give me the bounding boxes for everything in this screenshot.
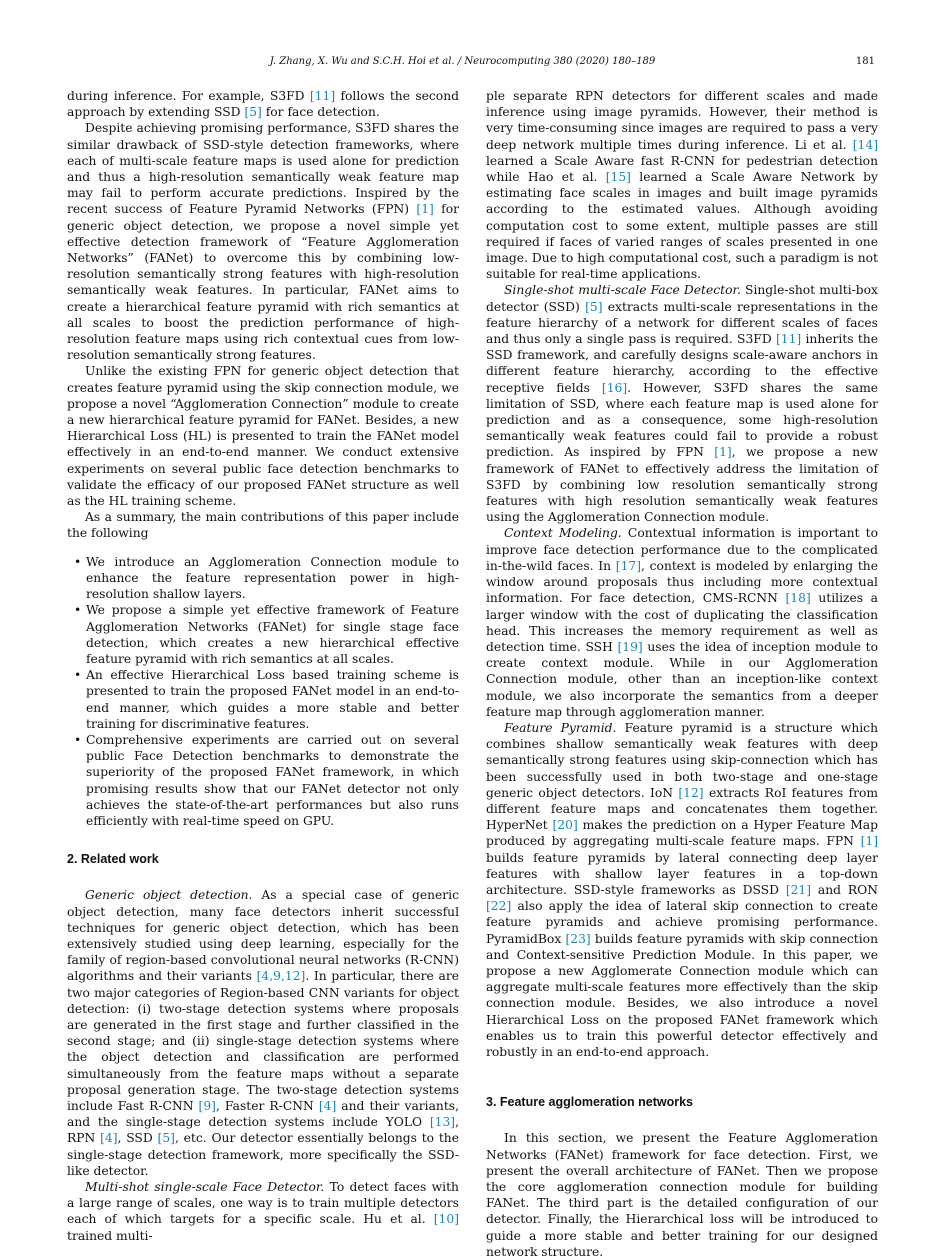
citation-link[interactable]: [9] <box>198 1098 216 1113</box>
running-header <box>0 56 925 70</box>
section-heading: 3. Feature agglomeration networks <box>486 1095 693 1110</box>
list-item: • We introduce an Agglomeration Connection module to enhance the feature representation power in high-resolution shallow layers. <box>86 554 459 603</box>
citation-link[interactable]: [21] <box>785 882 812 897</box>
citation-link[interactable]: [1] <box>860 834 878 849</box>
citation-link[interactable]: [12] <box>678 785 704 800</box>
paragraph: Context Modeling. Contextual information is important to improve face detection performance due to the complicated in-the-wild faces. In [17], context is modeled by enlarging the window around proposals thus including more contextual information. For face detection, CMS-RCNN [18] utilizes a larger window with the cost of duplicating the classification head. This increases the memory requirement as well as detection time. SSH [19] uses the idea of inception module to create context module. While in our Agglomeration Connection module, other than an inception-like context module, we also incorporate the semantics from a deeper feature map through agglomeration manner. <box>486 526 879 719</box>
contributions-list <box>67 554 459 829</box>
citation-link[interactable]: [14] <box>852 137 878 152</box>
left-column <box>67 88 459 1244</box>
list-item: • Comprehensive experiments are carried out on several public Face Detection benchmarks to demonstrate the superiority of the proposed FANet framework, in which promising results show that our FANet detector not only achieves the state-of-the-art performances but also runs efficiently with real-time speed on GPU. <box>86 732 459 829</box>
page-number: 181 <box>855 56 875 67</box>
section-heading: 2. Related work <box>67 852 159 867</box>
paragraph: Single-shot multi-scale Face Detector. Single-shot multi-box detector (SSD) [5] extracts multi-scale representations in the feature hierarchy of a network for different scales of faces and thus only a single pass is required. S3FD [11] inherits the SSD framework, and carefully designs scale-aware anchors in different feature hierarchy, according to the effective receptive fields [16]. However, S3FD shares the same limitation of SSD, where each feature map is used alone for prediction and as a consequence, some high-resolution semantically weak features could fail to provide a robust prediction. As inspired by FPN [1], we propose a new framework of FANet to effectively address the limitation of S3FD by combining low resolution semantically strong features with high resolution semantically weak features using the Agglomeration Connection module. <box>486 283 879 525</box>
list-item: • An effective Hierarchical Loss based training scheme is presented to train the proposed FANet model in an end-to-end manner, which guides a more stable and better training for discriminative features. <box>86 667 459 732</box>
citation-link[interactable]: [4] <box>100 1131 118 1146</box>
citation-link[interactable]: [23] <box>565 931 591 946</box>
citation-link[interactable]: [20] <box>552 818 578 833</box>
citation-link[interactable]: [13] <box>429 1115 456 1130</box>
paragraph: Despite achieving promising performance, S3FD shares the similar drawback of SSD-style detection frameworks, where each of multi-scale feature maps is used alone for prediction and thus a high-resolution semantically weak feature map may fail to perform accurate predictions. Inspired by the recent success of Feature Pyramid Networks (FPN) [1] for generic object detection, we propose a novel simple yet effective detection framework of “Feature Agglomeration Networks” (FANet) to overcome this by combining low-resolution semantically strong features with high-resolution semantically weak features. In particular, FANet aims to create a hierarchical feature pyramid with rich semantics at all scales to boost the prediction performance of high-resolution feature maps using rich contextual cues from low-resolution semantically strong features. <box>67 121 459 363</box>
citation-link[interactable]: [4,9,12] <box>256 969 306 984</box>
citation-link[interactable]: [5] <box>244 105 262 120</box>
right-column <box>486 88 878 1260</box>
paragraph: ple separate RPN detectors for different scales and made inference using image pyramids. However, their method is very time-consuming since images are required to pass a very deep network multiple times during inference. Li et al. [14] learned a Scale Aware fast R-CNN for pedestrian detection while Hao et al. [15] learned a Scale Aware Network by estimating face scales in images and built image pyramids according to the estimated values. Although avoiding computation cost to some extent, multiple passes are still required if faces of varied ranges of scales presented in one image. Due to high computational cost, such a paradigm is not suitable for real-time applications. <box>486 89 878 282</box>
running-title: J. Zhang, X. Wu and S.C.H. Hoi et al. / Neurocomputing 380 (2020) 180–189 <box>269 56 656 67</box>
paragraph: As a summary, the main contributions of this paper include the following <box>67 510 459 541</box>
citation-link[interactable]: [1] <box>416 202 434 217</box>
citation-link[interactable]: [17] <box>615 558 642 573</box>
paragraph: Unlike the existing FPN for generic object detection that creates feature pyramid using the skip connection module, we propose a novel “Agglomeration Connection” module to create a new hierarchical feature pyramid for FANet. Besides, a new Hierarchical Loss (HL) is presented to train the FANet model effectively in an end-to-end manner. We conduct extensive experiments on several public face detection benchmarks to validate the efficacy of our proposed FANet structure as well as the HL training scheme. <box>67 364 459 509</box>
citation-link[interactable]: [19] <box>617 639 643 654</box>
citation-link[interactable]: [15] <box>605 170 631 185</box>
citation-link[interactable]: [4] <box>318 1098 337 1113</box>
citation-link[interactable]: [1] <box>714 445 732 460</box>
citation-link[interactable]: [11] <box>775 332 802 347</box>
citation-link[interactable]: [5] <box>585 299 603 314</box>
paragraph: In this section, we present the Feature Agglomeration Networks (FANet) framework for face detection. First, we present the overall architecture of FANet. Then we propose the core agglomeration connection module for building FANet. The third part is the detailed configuration of our detector. Finally, the Hierarchical loss will be introduced to guide a more stable and better training for our designed network structure. <box>486 1131 878 1259</box>
paragraph: during inference. For example, S3FD [11] follows the second approach by extending SSD [5] for face detection. <box>67 89 459 120</box>
paragraph: Multi-shot single-scale Face Detector. To detect faces with a large range of scales, one way is to train multiple detectors each of which targets for a specific scale. Hu et al. [10] trained multi- <box>67 1180 459 1243</box>
citation-link[interactable]: [16] <box>601 380 628 395</box>
list-item: • We propose a simple yet effective framework of Feature Agglomeration Networks (FANet) for single stage face detection, which creates a new hierarchical effective feature pyramid with rich semantics at all scales. <box>86 602 459 667</box>
paragraph: Feature Pyramid. Feature pyramid is a structure which combines shallow semantically weak features with deep semantically strong features using skip-connection which has been successfully used in both two-stage and one-stage generic object detectors. IoN [12] extracts RoI features from different feature maps and concatenates them together. HyperNet [20] makes the prediction on a Hyper Feature Map produced by aggregating multi-scale feature maps. FPN [1] builds feature pyramids by lateral connecting deep layer features with shallow layer features in a top-down architecture. SSD-style frameworks as DSSD [21] and RON [22] also apply the idea of lateral skip connection to create feature pyramids and achieve promising performance. PyramidBox [23] builds feature pyramids with skip connection and Context-sensitive Prediction Module. In this paper, we propose a new Agglomerate Connection module which can aggregate multi-scale features more effectively than the skip connection module. Besides, we also introduce a novel Hierarchical Loss on the proposed FANet framework which enables us to train this powerful detector effectively and robustly in an end-to-end approach. <box>486 720 879 1059</box>
citation-link[interactable]: [18] <box>785 591 811 606</box>
citation-link[interactable]: [11] <box>309 89 336 103</box>
citation-link[interactable]: [10] <box>433 1212 459 1227</box>
paragraph: Generic object detection. As a special case of generic object detection, many face detectors inherit successful techniques for generic object detection, which has been extensively studied using deep learning, especially for the family of region-based convolutional neural networks (R-CNN) algorithms and their variants [4,9,12]. In particular, there are two major categories of Region-based CNN variants for object detection: (i) two-stage detection systems where proposals are generated in the first stage and further classified in the second stage; and (ii) single-stage detection systems where the object detection and classification are performed simultaneously from the feature maps without a separate proposal generation stage. The two-stage detection systems include Fast R-CNN [9], Faster R-CNN [4] and their variants, and the single-stage detection systems include YOLO [13], RPN [4], SSD [5], etc. Our detector essentially belongs to the single-stage detection framework, more specifically the SSD-like detector. <box>67 888 459 1178</box>
citation-link[interactable]: [5] <box>157 1131 175 1146</box>
citation-link[interactable]: [22] <box>486 899 512 914</box>
